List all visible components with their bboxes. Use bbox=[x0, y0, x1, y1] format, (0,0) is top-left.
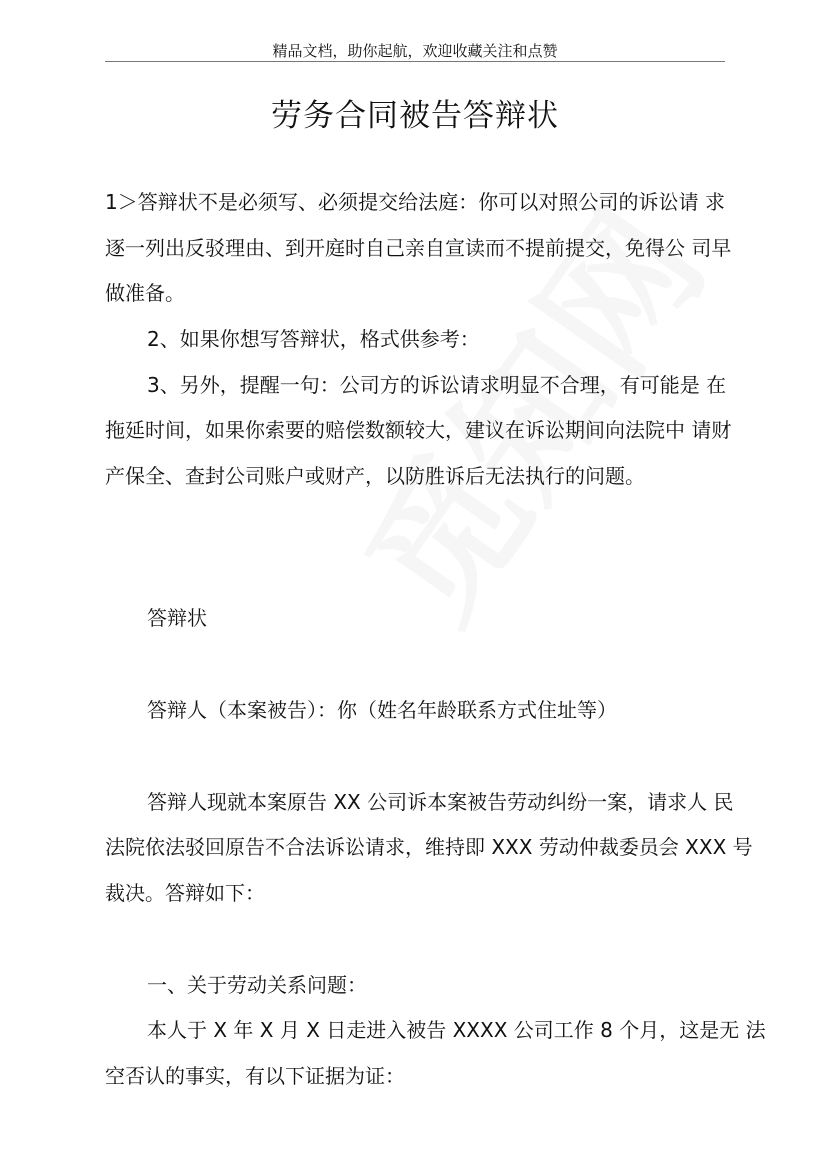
paragraph-line: 拖延时间，如果你索要的赔偿数额较大，建议在诉讼期间向法院中 请财 bbox=[105, 418, 732, 442]
section-heading: 答辩状 bbox=[147, 606, 207, 630]
paragraph-line: 3、另外，提醒一句：公司方的诉讼请求明显不合理，有可能是 在 bbox=[147, 373, 727, 397]
paragraph-line: 逐一列出反驳理由、到开庭时自己亲自宣读而不提前提交，免得公 司早 bbox=[105, 236, 732, 260]
paragraph-line: 做准备。 bbox=[105, 281, 185, 305]
paragraph-line: 答辩人（本案被告）：你（姓名年龄联系方式住址等） bbox=[147, 698, 617, 722]
paragraph-line: 空否认的事实，有以下证据为证： bbox=[105, 1064, 405, 1088]
paragraph-line: 本人于 X 年 X 月 X 日走进入被告 XXXX 公司工作 8 个月，这是无 法 bbox=[147, 1018, 766, 1042]
paragraph-line: 法院依法驳回原告不合法诉讼请求，维持即 XXX 劳动仲裁委员会 XXX 号 bbox=[105, 835, 753, 859]
paragraph-line: 裁决。答辩如下： bbox=[105, 881, 265, 905]
paragraph-line: 产保全、查封公司账户或财产，以防胜诉后无法执行的问题。 bbox=[105, 464, 645, 488]
paragraph-line: 2、如果你想写答辩状，格式供参考： bbox=[147, 327, 480, 351]
section-heading: 一、关于劳动关系问题： bbox=[147, 973, 367, 997]
page-header-tagline: 精品文档，助你起航，欢迎收藏关注和点赞 bbox=[272, 42, 558, 60]
paragraph-line: 答辩人现就本案原告 XX 公司诉本案被告劳动纠纷一案，请求人 民 bbox=[147, 790, 734, 814]
paragraph-line: 1＞答辩状不是必须写、必须提交给法庭：你可以对照公司的诉讼请 求 bbox=[105, 190, 725, 214]
header-divider bbox=[105, 61, 725, 62]
document-title: 劳务合同被告答辩状 bbox=[271, 98, 559, 134]
